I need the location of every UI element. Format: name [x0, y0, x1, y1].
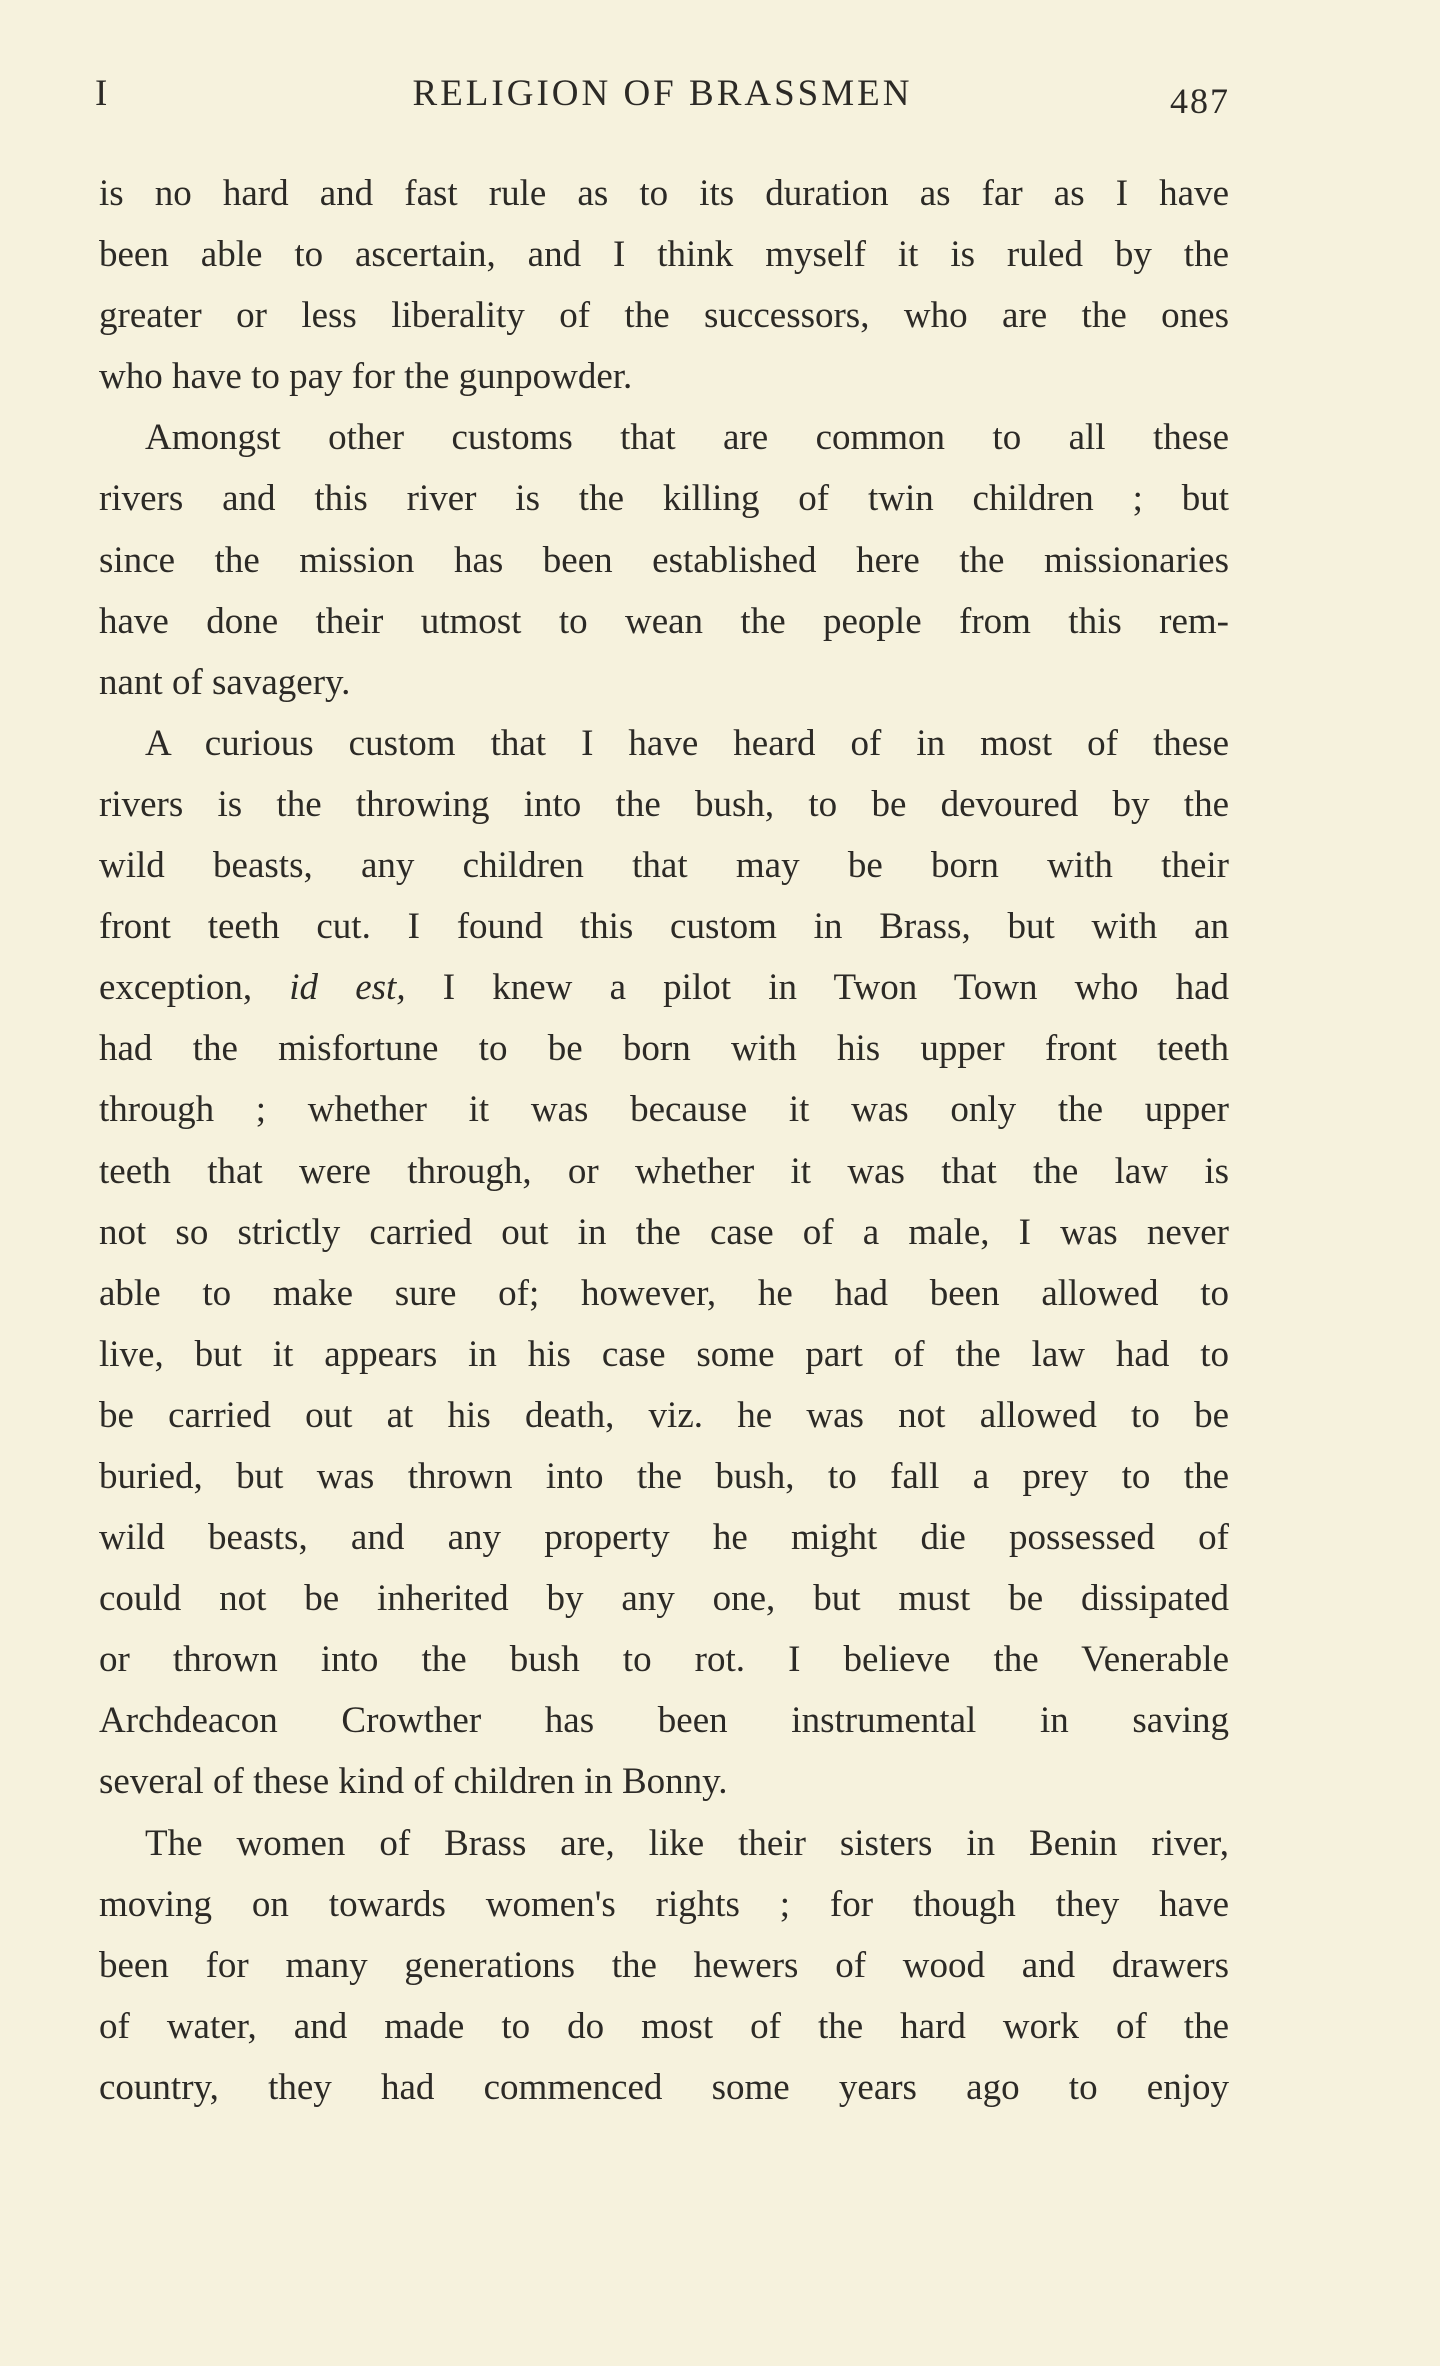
text-line: buried, but was thrown into the bush, to fall a prey to the	[99, 1455, 1229, 1497]
text-line: able to make sure of; however, he had been allowed to	[99, 1272, 1229, 1314]
text-line: been for many generations the hewers of wood and drawers	[99, 1944, 1229, 1986]
text-line: is no hard and fast rule as to its duration as far as I have	[99, 173, 1229, 214]
text-line: nant of savagery.	[99, 661, 351, 703]
text-line: who have to pay for the gunpowder.	[99, 356, 633, 398]
text-line: teeth that were through, or whether it was that the law is	[99, 1150, 1229, 1192]
text-line: Amongst other customs that are common to all these	[145, 417, 1229, 459]
text-line: or thrown into the bush to rot. I believe the Venerable	[99, 1639, 1229, 1681]
text-line: greater or less liberality of the successors, who are the ones	[99, 295, 1229, 337]
italic-phrase: id est,	[289, 967, 406, 1009]
text-line: had the misfortune to be born with his upper front teeth	[99, 1028, 1229, 1070]
text-line: been able to ascertain, and I think myself it is ruled by the	[99, 234, 1229, 276]
text-line: moving on towards women's rights ; for though they have	[99, 1883, 1229, 1925]
text-line: wild beasts, and any property he might die possessed of	[99, 1517, 1229, 1559]
text-line: Archdeacon Crowther has been instrumental in saving	[99, 1700, 1229, 1742]
body-text	[99, 163, 1229, 2118]
text-line	[99, 957, 1229, 1018]
page-number: 487	[1170, 81, 1230, 121]
text-line: of water, and made to do most of the hard work of the	[99, 2005, 1229, 2047]
text-line: could not be inherited by any one, but must be dissipated	[99, 1578, 1229, 1620]
text-line: be carried out at his death, viz. he was not allowed to be	[99, 1394, 1229, 1436]
section-number: I	[95, 73, 110, 114]
text-line: rivers and this river is the killing of twin children ; but	[99, 478, 1229, 520]
text-line: The women of Brass are, like their sisters in Benin river,	[145, 1822, 1229, 1864]
text-line: have done their utmost to wean the people from this rem-	[99, 600, 1229, 642]
text-line: wild beasts, any children that may be born with their	[99, 845, 1229, 887]
running-header	[95, 72, 1230, 122]
text-line: live, but it appears in his case some part of the law had to	[99, 1333, 1229, 1375]
text-line: country, they had commenced some years ago to enjoy	[99, 2066, 1229, 2108]
text-line: through ; whether it was because it was only the upper	[99, 1089, 1229, 1131]
text-line: front teeth cut. I found this custom in Brass, but with an	[99, 906, 1229, 948]
text-line: since the mission has been established here the missionaries	[99, 539, 1229, 581]
text-line: not so strictly carried out in the case of a male, I was never	[99, 1211, 1229, 1253]
text-segment: exception,	[99, 967, 290, 1009]
text-segment: I knew a pilot in Twon Town who had	[405, 967, 1229, 1009]
text-line: A curious custom that I have heard of in most of these	[145, 722, 1229, 764]
text-line: rivers is the throwing into the bush, to be devoured by the	[99, 783, 1229, 825]
running-title: RELIGION OF BRASSMEN	[412, 73, 913, 114]
text-line: several of these kind of children in Bonny.	[99, 1761, 728, 1803]
